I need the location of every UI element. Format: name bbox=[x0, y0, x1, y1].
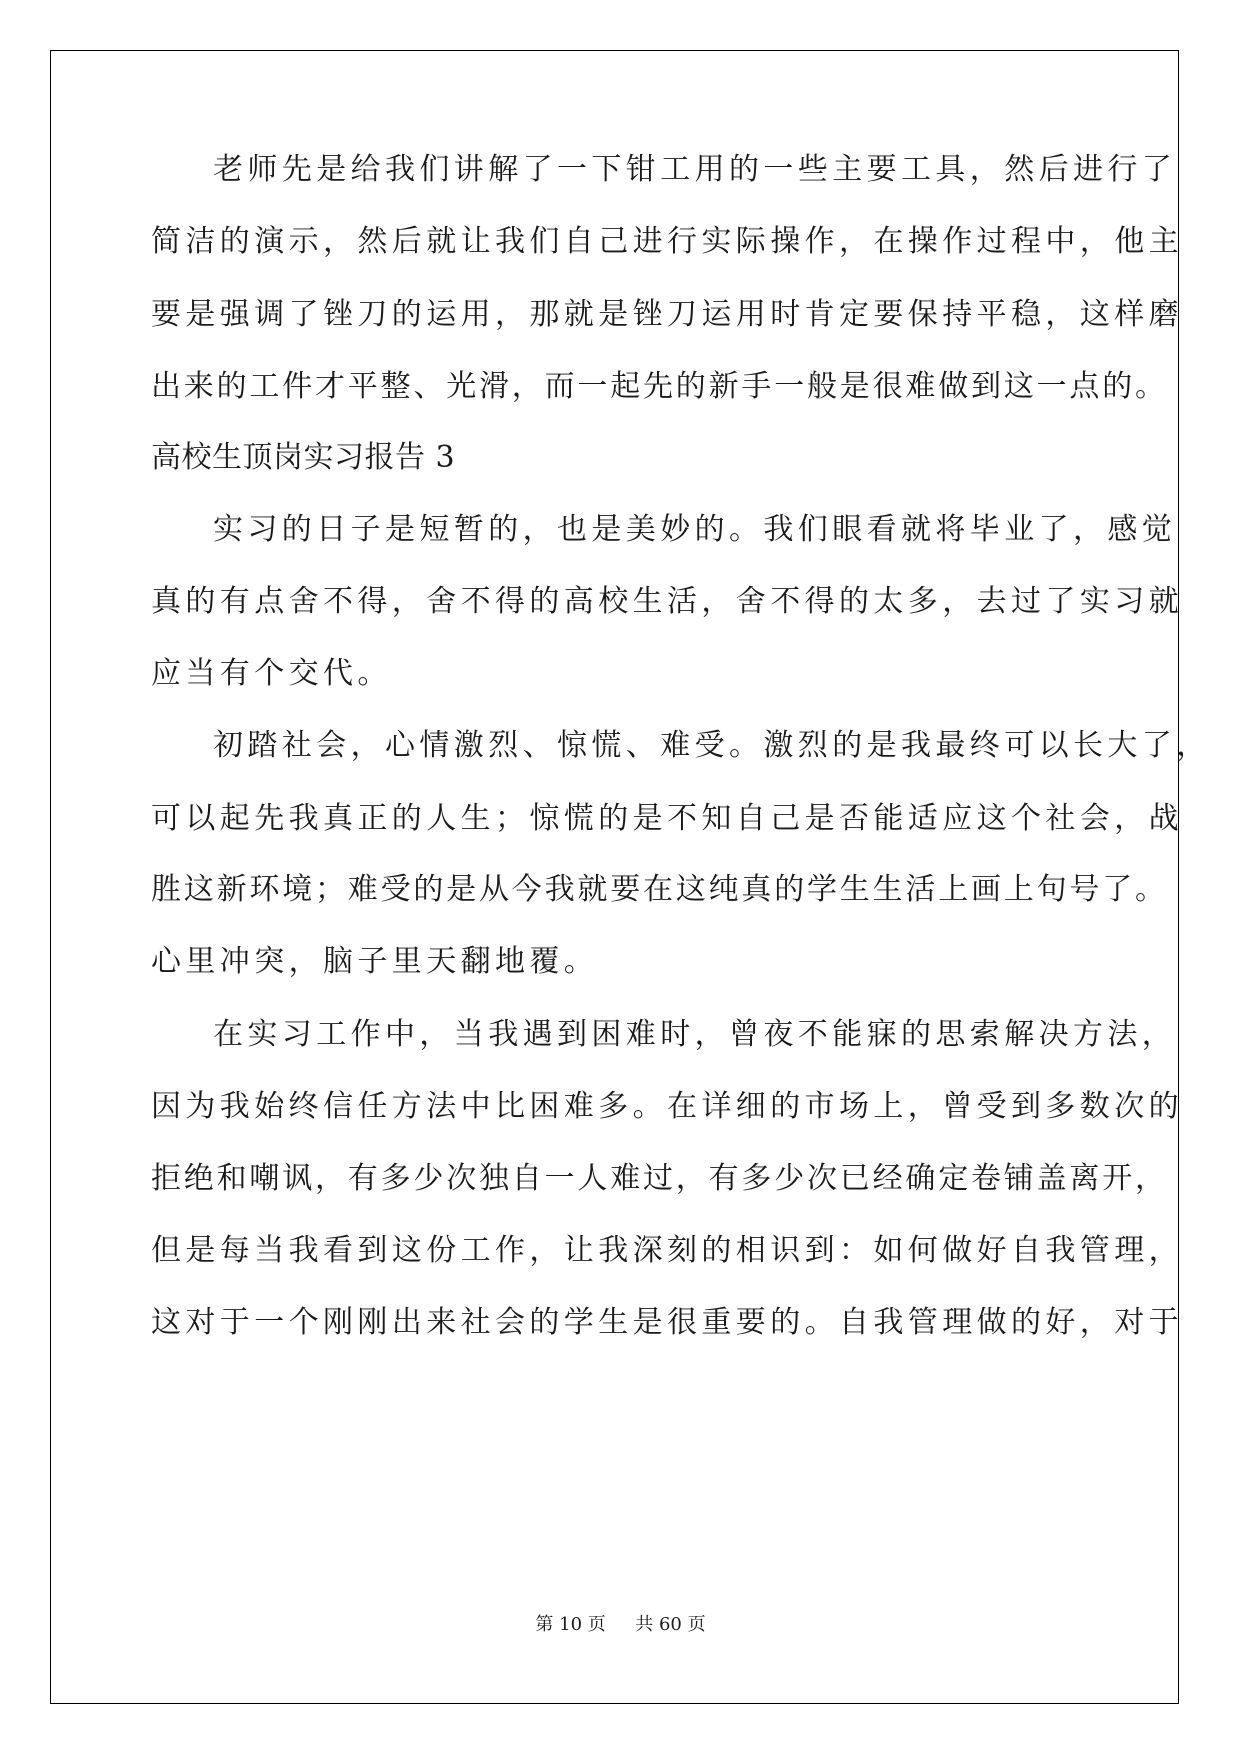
text-line: 在实习工作中，当我遇到困难时，曾夜不能寐的思索解决方法， bbox=[213, 1017, 1177, 1052]
text-line: 出来的工件才平整、光滑，而一起先的新手一般是很难做到这一点的。 bbox=[151, 369, 1168, 404]
text-line: 老师先是给我们讲解了一下钳工用的一些主要工具，然后进行了 bbox=[213, 152, 1177, 187]
text-line: 可以起先我真正的人生；惊慌的是不知自己是否能适应这个社会，战 bbox=[151, 801, 1183, 836]
text-line: 这对于一个刚刚出来社会的学生是很重要的。自我管理做的好，对于 bbox=[151, 1305, 1183, 1340]
text-line: 实习的日子是短暂的，也是美妙的。我们眼看就将毕业了，感觉 bbox=[213, 512, 1177, 547]
text-line: 胜这新环境；难受的是从今我就要在这纯真的学生生活上画上句号了。 bbox=[151, 872, 1168, 907]
text-line: 要是强调了锉刀的运用，那就是锉刀运用时肯定要保持平稳，这样磨 bbox=[151, 297, 1183, 332]
text-line: 拒绝和嘲讽，有多少次独自一人难过，有多少次已经确定卷铺盖离开， bbox=[151, 1161, 1168, 1196]
page-footer bbox=[0, 1610, 1241, 1636]
text-line: 应当有个交代。 bbox=[151, 656, 392, 691]
page-number: 第 10 页 bbox=[535, 1614, 606, 1635]
section-heading: 高校生顶岗实习报告 3 bbox=[151, 440, 456, 475]
page-total: 共 60 页 bbox=[635, 1614, 706, 1635]
text-line: 因为我始终信任方法中比困难多。在详细的市场上，曾受到多数次的 bbox=[151, 1089, 1183, 1124]
text-line: 真的有点舍不得，舍不得的高校生活，舍不得的太多，去过了实习就 bbox=[151, 584, 1183, 619]
text-line: 初踏社会，心情激烈、惊慌、难受。激烈的是我最终可以长大了， bbox=[213, 728, 1211, 763]
text-line: 简洁的演示，然后就让我们自己进行实际操作，在操作过程中，他主 bbox=[151, 224, 1183, 259]
text-line: 但是每当我看到这份工作，让我深刻的相识到：如何做好自我管理， bbox=[151, 1233, 1183, 1268]
text-line: 心里冲突，脑子里天翻地覆。 bbox=[151, 944, 599, 979]
